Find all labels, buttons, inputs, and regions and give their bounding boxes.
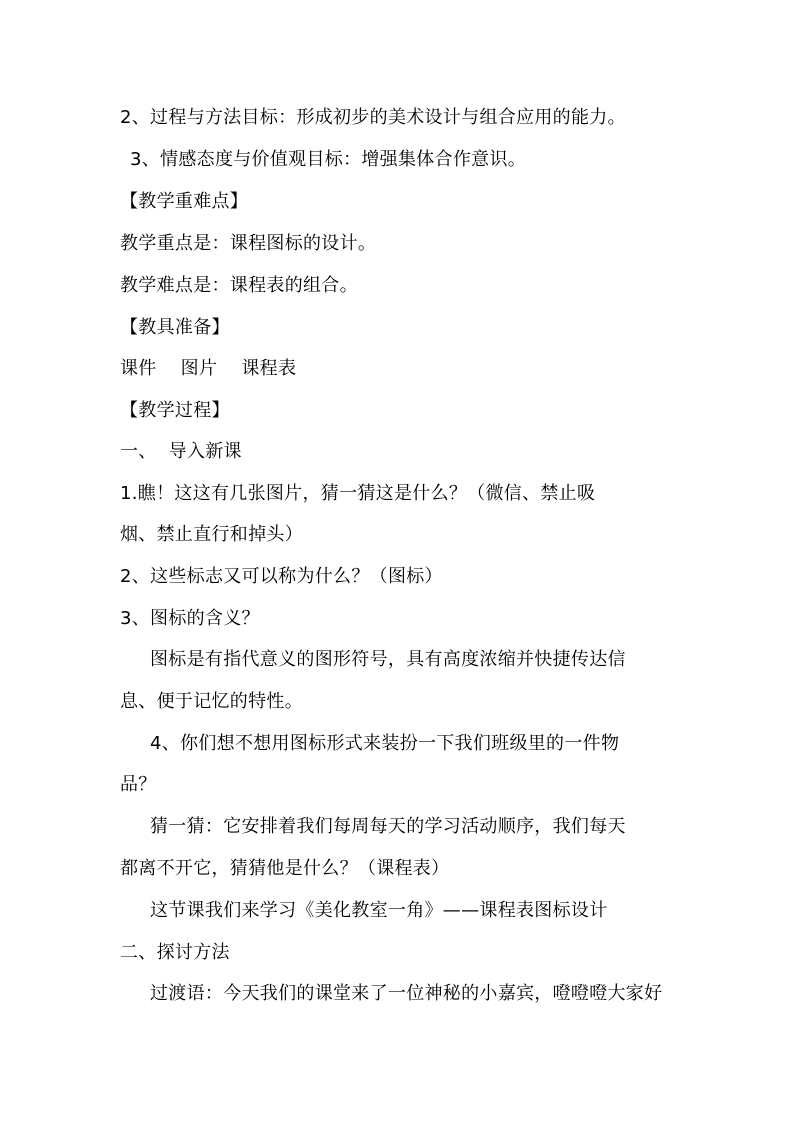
text-line-materials: 课件 图片 课程表: [120, 358, 297, 379]
text-line-lesson-title: 这节课我们来学习《美化教室一角》——课程表图标设计: [150, 900, 608, 921]
text-line-question-4: 4、你们想不想用图标形式来装扮一下我们班级里的一件物: [150, 733, 620, 754]
text-line-goal-process: 2、过程与方法目标：形成初步的美术设计与组合应用的能力。: [120, 107, 626, 128]
text-line-difficulty: 教学难点是：课程表的组合。: [120, 275, 358, 296]
text-line-question-1: 1.瞧！这这有几张图片，猜一猜这是什么？（微信、禁止吸: [120, 483, 596, 504]
text-line-question-3: 3、图标的含义？: [120, 608, 260, 629]
subsection-heading-methods: 二、探讨方法: [120, 942, 230, 963]
text-line-key-point: 教学重点是：课程图标的设计。: [120, 233, 377, 254]
text-line-question-1-cont: 烟、禁止直行和掉头）: [120, 524, 303, 545]
text-line-goal-emotion: 3、情感态度与价值观目标：增强集体合作意识。: [130, 149, 527, 170]
text-line-icon-definition: 图标是有指代意义的图形符号，具有高度浓缩并快捷传达信: [150, 649, 626, 670]
text-line-transition: 过渡语：今天我们的课堂来了一位神秘的小嘉宾，噔噔噔大家好: [150, 983, 663, 1004]
section-heading-process: 【教学过程】: [120, 400, 230, 421]
section-heading-materials: 【教具准备】: [120, 317, 230, 338]
text-line-icon-definition-cont: 息、便于记忆的特性。: [120, 691, 303, 712]
subsection-heading-intro: 一、 导入新课: [120, 441, 242, 462]
text-line-question-4-cont: 品？: [120, 774, 157, 795]
text-line-riddle-cont: 都离不开它，猜猜他是什么？（课程表）: [120, 858, 450, 879]
text-line-question-2: 2、这些标志又可以称为什么？（图标）: [120, 566, 443, 587]
section-heading-key-points: 【教学重难点】: [120, 191, 249, 212]
text-line-riddle: 猜一猜：它安排着我们每周每天的学习活动顺序，我们每天: [150, 816, 626, 837]
